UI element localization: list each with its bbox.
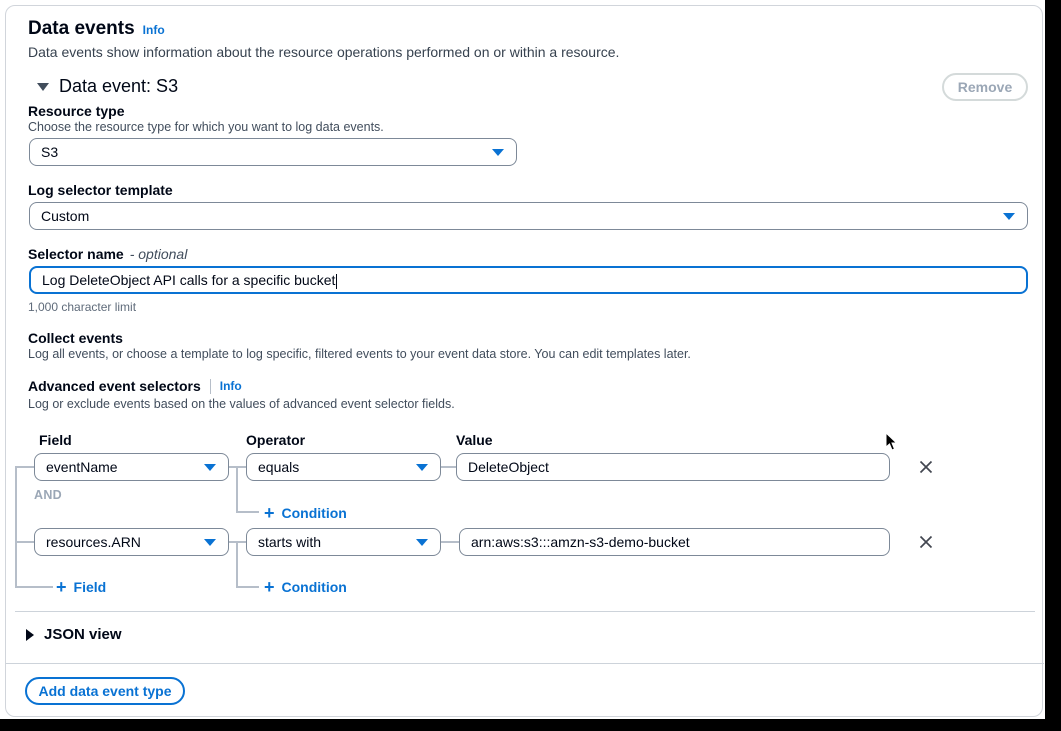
select-caret-icon <box>416 464 428 471</box>
field-value-row2: resources.ARN <box>46 534 141 550</box>
column-header-field: Field <box>39 432 72 448</box>
header-divider <box>210 379 211 394</box>
json-view-label: JSON view <box>44 626 122 643</box>
tree-line <box>441 541 459 543</box>
collect-events-description: Log all events, or choose a template to log specific, filtered events to your event data store. You can edit templates later. <box>28 347 691 361</box>
field-value-row1: eventName <box>46 459 118 475</box>
operator-select-row1[interactable] <box>246 453 441 481</box>
column-header-operator: Operator <box>246 432 306 448</box>
select-caret-icon <box>1003 213 1015 220</box>
operator-select-row2[interactable] <box>246 528 441 556</box>
text-cursor <box>336 274 337 289</box>
json-view-toggle[interactable] <box>26 626 122 643</box>
add-condition-link-row1[interactable] <box>264 505 347 521</box>
select-caret-icon <box>204 539 216 546</box>
resource-type-value: S3 <box>41 144 59 160</box>
value-input-row2[interactable] <box>459 528 890 556</box>
selector-name-value: Log DeleteObject API calls for a specific bucket <box>42 272 336 288</box>
add-condition-link-row2[interactable] <box>264 579 347 595</box>
footer-divider <box>6 663 1044 664</box>
plus-icon: + <box>56 577 67 597</box>
tree-line <box>15 541 34 543</box>
header-info-link[interactable]: Info <box>142 23 165 37</box>
page-title: Data events <box>28 18 135 39</box>
tree-line <box>15 586 53 588</box>
remove-button[interactable]: Remove <box>942 73 1028 101</box>
mouse-cursor <box>885 432 899 452</box>
tree-line <box>236 511 259 513</box>
resource-type-description: Choose the resource type for which you want to log data events. <box>28 120 384 134</box>
selector-name-optional: - optional <box>129 246 188 262</box>
resource-type-label: Resource type <box>28 103 125 119</box>
panel-header <box>28 18 165 40</box>
data-event-section-title: Data event: S3 <box>59 76 179 96</box>
tree-line <box>441 466 456 468</box>
advanced-info-link[interactable]: Info <box>219 379 242 393</box>
remove-row2-button[interactable] <box>914 530 938 554</box>
field-select-row1[interactable] <box>34 453 229 481</box>
value-row1: DeleteObject <box>468 459 549 475</box>
tree-line <box>15 466 34 468</box>
select-caret-icon <box>492 149 504 156</box>
advanced-selectors-label: Advanced event selectors <box>28 378 201 394</box>
value-row2: arn:aws:s3:::amzn-s3-demo-bucket <box>471 534 690 550</box>
plus-icon: + <box>264 577 275 597</box>
tree-line <box>236 586 259 588</box>
tree-line <box>15 466 17 588</box>
page-description: Data events show information about the resource operations performed on or within a resource. <box>28 44 620 60</box>
section-divider <box>15 611 1035 612</box>
add-condition-label: Condition <box>281 505 347 521</box>
add-data-event-type-button[interactable]: Add data event type <box>25 677 185 705</box>
selector-name-input[interactable] <box>29 266 1028 294</box>
chevron-down-icon <box>37 83 49 91</box>
advanced-selectors-description: Log or exclude events based on the values of advanced event selector fields. <box>28 397 455 411</box>
close-icon <box>918 534 934 550</box>
chevron-right-icon <box>26 629 34 641</box>
field-select-row2[interactable] <box>34 528 229 556</box>
tree-line <box>236 467 238 513</box>
column-header-value: Value <box>456 432 493 448</box>
add-condition-label: Condition <box>281 579 347 595</box>
add-field-link[interactable] <box>56 579 106 595</box>
tree-line <box>236 542 238 588</box>
collect-events-label: Collect events <box>28 330 123 346</box>
advanced-selectors-header <box>28 378 242 394</box>
data-events-panel <box>5 5 1043 717</box>
and-label: AND <box>34 488 62 502</box>
resource-type-select[interactable] <box>29 138 517 166</box>
selector-name-constraint: 1,000 character limit <box>28 300 137 314</box>
operator-value-row2: starts with <box>258 534 322 550</box>
template-select[interactable] <box>29 202 1028 230</box>
plus-icon: + <box>264 503 275 523</box>
selector-name-label: Selector name <box>28 246 124 262</box>
select-caret-icon <box>416 539 428 546</box>
select-caret-icon <box>204 464 216 471</box>
template-label: Log selector template <box>28 182 173 198</box>
data-event-section-toggle[interactable] <box>37 76 178 97</box>
close-icon <box>918 459 934 475</box>
remove-row1-button[interactable] <box>914 455 938 479</box>
value-input-row1[interactable] <box>456 453 890 481</box>
operator-value-row1: equals <box>258 459 300 475</box>
template-value: Custom <box>41 208 90 224</box>
selector-name-label-row <box>28 246 187 262</box>
add-field-label: Field <box>73 579 107 595</box>
